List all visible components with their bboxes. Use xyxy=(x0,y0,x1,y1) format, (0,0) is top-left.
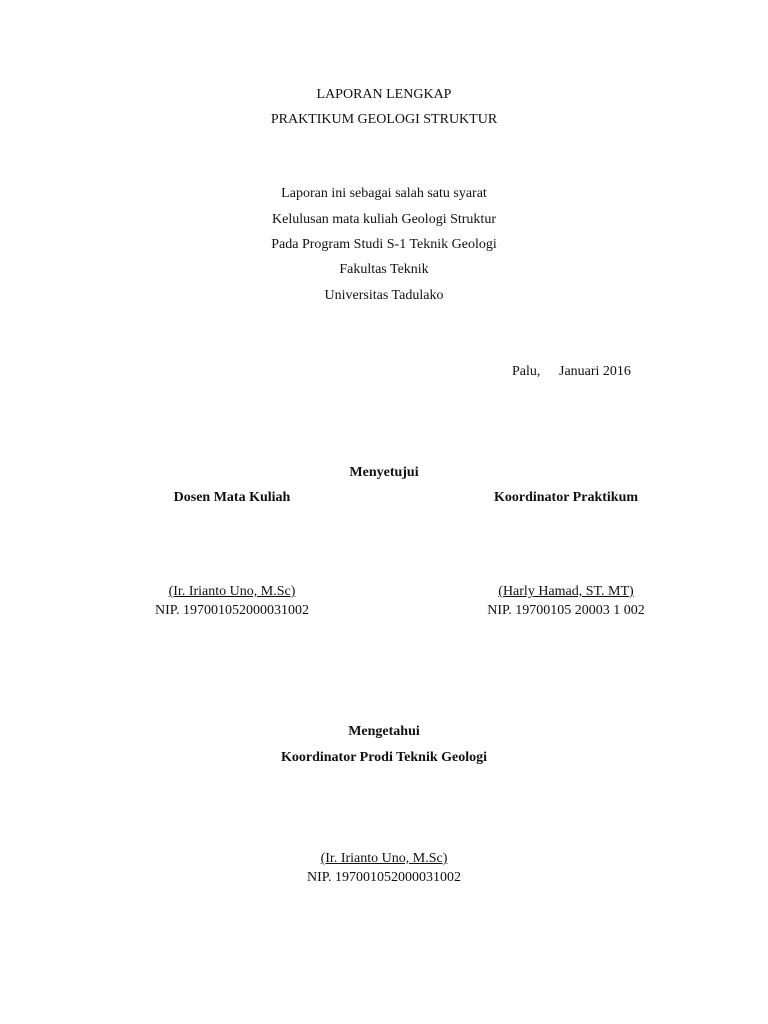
approval-heading: Menyetujui xyxy=(349,465,419,480)
approver-left-role: Dosen Mata Kuliah xyxy=(173,490,291,505)
acknowledgement-name: (Ir. Irianto Uno, M.Sc) xyxy=(320,851,448,866)
purpose-line-4: Fakultas Teknik xyxy=(339,262,429,277)
purpose-line-5: Universitas Tadulako xyxy=(324,288,444,303)
date-value: Januari 2016 xyxy=(559,364,631,379)
approver-right-name: (Harly Hamad, ST. MT) xyxy=(498,584,634,599)
purpose-line-2: Kelulusan mata kuliah Geologi Struktur xyxy=(272,212,496,227)
approver-right-role: Koordinator Praktikum xyxy=(493,490,639,505)
approver-left-name: (Ir. Irianto Uno, M.Sc) xyxy=(168,584,296,599)
acknowledgement-nip: NIP. 197001052000031002 xyxy=(306,870,461,885)
purpose-line-3: Pada Program Studi S-1 Teknik Geologi xyxy=(271,237,497,252)
date-line xyxy=(512,363,631,381)
date-place: Palu, xyxy=(512,364,541,379)
report-subtitle: PRAKTIKUM GEOLOGI STRUKTUR xyxy=(270,112,498,127)
purpose-line-1: Laporan ini sebagai salah satu syarat xyxy=(281,186,487,201)
approver-right-nip: NIP. 19700105 20003 1 002 xyxy=(487,603,645,618)
acknowledgement-role: Koordinator Prodi Teknik Geologi xyxy=(280,750,488,765)
report-title: LAPORAN LENGKAP xyxy=(316,87,452,102)
approver-left-nip: NIP. 197001052000031002 xyxy=(154,603,309,618)
acknowledgement-heading: Mengetahui xyxy=(348,724,420,739)
